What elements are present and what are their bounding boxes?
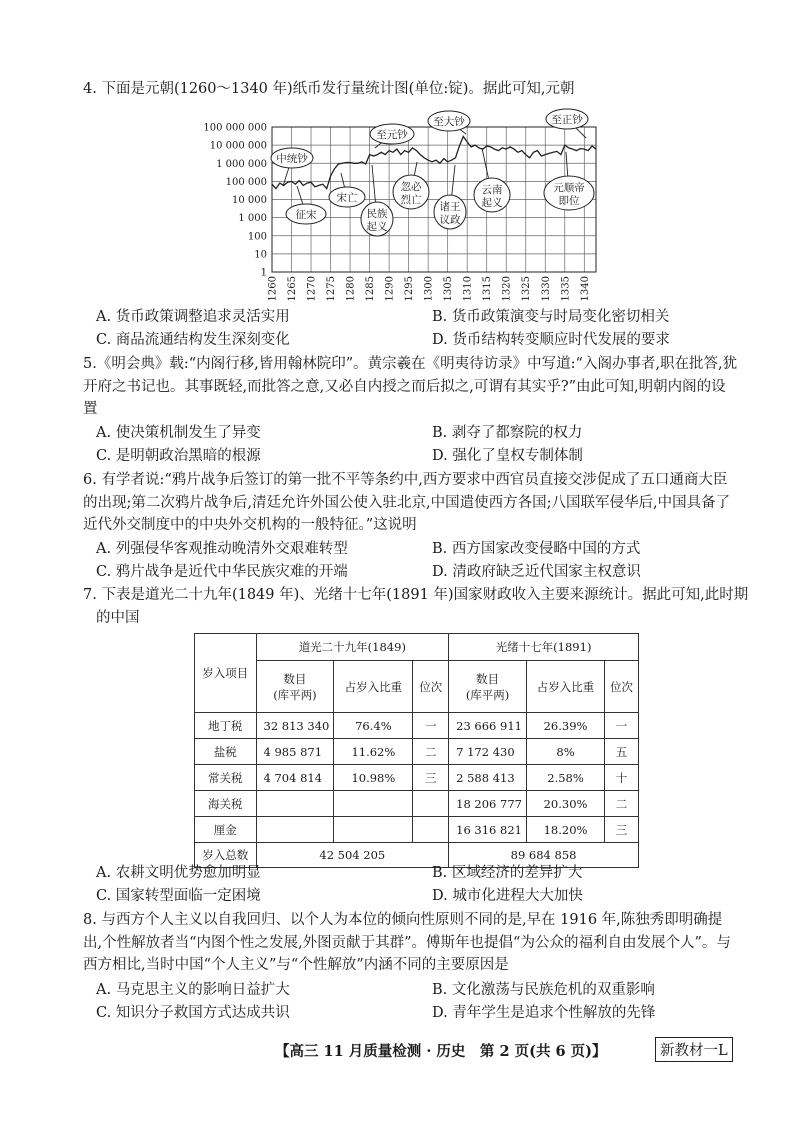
x-tick-label: 1270	[306, 276, 318, 302]
row-rank-1849: 一	[413, 713, 449, 739]
row-rank-1891: 二	[605, 791, 639, 817]
row-item: 厘金	[195, 817, 257, 843]
annotation-label: 元顺帝	[553, 182, 585, 194]
row-share-1849	[334, 791, 413, 817]
x-tick-label: 1325	[521, 276, 533, 302]
row-rank-1849	[413, 817, 449, 843]
table-row	[195, 817, 639, 843]
row-rank-1891: 十	[605, 765, 639, 791]
table-row	[195, 765, 639, 791]
q6-option-d[interactable]: D. 清政府缺乏近代国家主权意识	[432, 564, 641, 580]
table-subheader-share-1849: 占岁入比重	[334, 661, 413, 713]
x-tick-label: 1320	[501, 276, 513, 302]
annotation-label: 征宋	[295, 209, 317, 221]
amount-label: 数目	[476, 671, 500, 686]
q6-option-a[interactable]: A. 列强侵华客观推动晚清外交艰难转型	[96, 541, 348, 557]
annotation-label: 诸王	[439, 201, 461, 213]
annotation-label: 至大钞	[433, 116, 465, 128]
annotation-label: 即位	[558, 195, 580, 207]
x-tick-label: 1335	[560, 276, 572, 302]
q8-option-c[interactable]: C. 知识分子救国方式达成共识	[96, 1005, 290, 1021]
x-tick-label: 1310	[462, 276, 474, 302]
annotation-label: 起义	[481, 197, 503, 209]
q4-option-a[interactable]: A. 货币政策调整追求灵活实用	[96, 309, 290, 325]
q7-option-d[interactable]: D. 城市化进程大大加快	[432, 888, 583, 904]
row-rank-1849	[413, 791, 449, 817]
q4-stem: 4. 下面是元朝(1260～1340 年)纸币发行量统计图(单位:锭)。据此可知,元朝	[83, 81, 575, 97]
table-subheader-share-1891: 占岁入比重	[526, 661, 604, 713]
q4-option-c[interactable]: C. 商品流通结构发生深刻变化	[96, 332, 290, 348]
table-row	[195, 713, 639, 739]
row-share-1891: 18.20%	[526, 817, 604, 843]
x-tick-label: 1300	[423, 276, 435, 302]
x-tick-label: 1295	[404, 276, 416, 302]
row-amount-1891: 2 588 413	[449, 765, 527, 791]
table-header-1849: 道光二十九年(1849)	[256, 634, 449, 661]
row-rank-1891: 一	[605, 713, 639, 739]
row-amount-1849: 4 704 814	[256, 765, 334, 791]
table-row	[195, 739, 639, 765]
revenue-table	[194, 633, 639, 868]
q8-option-a[interactable]: A. 马克思主义的影响日益扩大	[96, 982, 290, 998]
x-tick-label: 1260	[267, 276, 279, 302]
total-1891: 89 684 858	[449, 843, 639, 868]
q8-option-d[interactable]: D. 青年学生是追求个性解放的先锋	[432, 1005, 656, 1021]
row-amount-1891: 23 666 911	[449, 713, 527, 739]
q7-option-c[interactable]: C. 国家转型面临一定困境	[96, 888, 261, 904]
row-rank-1891: 三	[605, 817, 639, 843]
y-tick-label: 1 000 000	[216, 158, 267, 170]
row-item: 海关税	[195, 791, 257, 817]
row-share-1891: 20.30%	[526, 791, 604, 817]
annotation-label: 议政	[439, 214, 461, 226]
total-label: 岁入总数	[195, 843, 257, 868]
annotation-label: 忽必	[400, 181, 422, 193]
annotation-label: 烈亡	[400, 194, 422, 206]
q6-option-c[interactable]: C. 鸦片战争是近代中华民族灾难的开端	[96, 564, 348, 580]
x-tick-label: 1280	[345, 276, 357, 302]
table-subheader-amount-1849	[256, 661, 334, 713]
table-subheader-rank-1891: 位次	[605, 661, 639, 713]
amount-unit: (库平两)	[273, 687, 317, 702]
q7-stem-line1: 7. 下表是道光二十九年(1849 年)、光绪十七年(1891 年)国家财政收入主要来源统计。据此可知,此时期	[83, 587, 749, 603]
q5-option-c[interactable]: C. 是明朝政治黑暗的根源	[96, 448, 261, 464]
q5-option-b[interactable]: B. 剥夺了都察院的权力	[432, 425, 583, 441]
row-item: 常关税	[195, 765, 257, 791]
q8-text: 8. 与西方个人主义以自我回归、以个人为本位的倾向性原则不同的是,早在 1916 年,陈独秀即明确提出,个性解放者当“内图个性之发展,外图贡献于其群”。傅斯年也提倡“为公众的福利自由发展个人”。与西方相比,当时中国“个人主义”与“个性解放”内涵不同的主要原因是	[83, 912, 731, 973]
row-share-1849	[334, 817, 413, 843]
row-share-1849: 11.62%	[334, 739, 413, 765]
y-tick-label: 10 000	[232, 195, 267, 206]
table-header-1891: 光绪十七年(1891)	[449, 634, 639, 661]
row-amount-1891: 7 172 430	[449, 739, 527, 765]
paper-money-series-line	[272, 137, 596, 189]
x-tick-label: 1340	[579, 276, 591, 302]
row-rank-1849: 三	[413, 765, 449, 791]
row-rank-1891: 五	[605, 739, 639, 765]
row-share-1891: 2.58%	[526, 765, 604, 791]
x-tick-label: 1330	[540, 276, 552, 302]
x-tick-label: 1305	[443, 276, 455, 302]
x-tick-label: 1285	[365, 276, 377, 302]
row-amount-1849: 32 813 340	[256, 713, 334, 739]
row-share-1891: 8%	[526, 739, 604, 765]
x-tick-label: 1290	[384, 276, 396, 302]
y-tick-label: 1 000	[238, 213, 267, 225]
annotation-label: 民族	[366, 208, 388, 220]
annotation-label: 起义	[366, 221, 388, 233]
q5-option-d[interactable]: D. 强化了皇权专制体制	[432, 448, 583, 464]
x-tick-label: 1275	[326, 276, 338, 302]
table-header-item: 岁入项目	[195, 634, 257, 713]
q7-option-b[interactable]: B. 区域经济的差异扩大	[432, 865, 583, 881]
q7-stem-line2: 的中国	[96, 610, 140, 626]
row-amount-1849	[256, 791, 334, 817]
row-amount-1849	[256, 817, 334, 843]
q8-option-b[interactable]: B. 文化激荡与民族危机的双重影响	[432, 982, 655, 998]
annotation-label: 中统钞	[276, 153, 308, 165]
y-tick-label: 1	[260, 267, 267, 279]
amount-label: 数目	[283, 671, 307, 686]
y-tick-label: 10 000 000	[209, 140, 267, 152]
y-tick-label: 100 000	[225, 176, 267, 188]
q6-text: 6. 有学者说:“鸦片战争后签订的第一批不平等条约中,西方要求中西官员直接交涉促成了五口通商大臣的出现;第二次鸦片战争后,清廷允许外国公使入驻北京,中国遣使西方各国;八国联军侵华后,中国具备了近代外交制度中的中央外交机构的一般特征。”这说明	[83, 472, 731, 533]
y-tick-label: 100	[247, 231, 267, 243]
row-share-1849: 76.4%	[334, 713, 413, 739]
total-1849: 42 504 205	[256, 843, 449, 868]
q4-option-d[interactable]: D. 货币结构转变顺应时代发展的要求	[432, 332, 670, 348]
q7-option-a[interactable]: A. 农耕文明优势愈加明显	[96, 865, 261, 881]
row-amount-1891: 18 206 777	[449, 791, 527, 817]
row-rank-1849: 二	[413, 739, 449, 765]
annotation-label: 云南	[481, 184, 503, 196]
q5-text: 5.《明会典》载:“内阁行移,皆用翰林院印”。黄宗羲在《明夷待访录》中写道:“入阁办事者,职在批答,犹开府之书记也。其事既轻,而批答之意,又必自内授之而后拟之,可谓有其实乎?”由此可知,明朝内阁的设置	[83, 356, 738, 417]
row-share-1849: 10.98%	[334, 765, 413, 791]
row-amount-1849: 4 985 871	[256, 739, 334, 765]
edition-tag: 新教材一L	[655, 1037, 733, 1062]
q5-option-a[interactable]: A. 使决策机制发生了异变	[96, 425, 261, 441]
x-tick-label: 1315	[482, 276, 494, 302]
row-amount-1891: 16 316 821	[449, 817, 527, 843]
table-subheader-rank-1849: 位次	[413, 661, 449, 713]
q6-option-b[interactable]: B. 西方国家改变侵略中国的方式	[432, 541, 641, 557]
x-tick-label: 1265	[287, 276, 299, 302]
table-subheader-amount-1891	[449, 661, 527, 713]
amount-unit: (库平两)	[465, 687, 510, 702]
annotation-label: 宋亡	[336, 192, 358, 204]
y-tick-label: 10	[254, 249, 267, 261]
y-tick-label: 100 000 000	[203, 122, 267, 134]
row-item: 盐税	[195, 739, 257, 765]
page-footer: 【高三 11 月质量检测 · 历史 第 2 页(共 6 页)】	[275, 1043, 607, 1060]
row-item: 地丁税	[195, 713, 257, 739]
q4-option-b[interactable]: B. 货币政策演变与时局变化密切相关	[432, 309, 670, 325]
annotation-label: 至正钞	[551, 114, 583, 126]
row-share-1891: 26.39%	[526, 713, 604, 739]
table-row	[195, 791, 639, 817]
annotation-label: 至元钞	[376, 129, 408, 141]
